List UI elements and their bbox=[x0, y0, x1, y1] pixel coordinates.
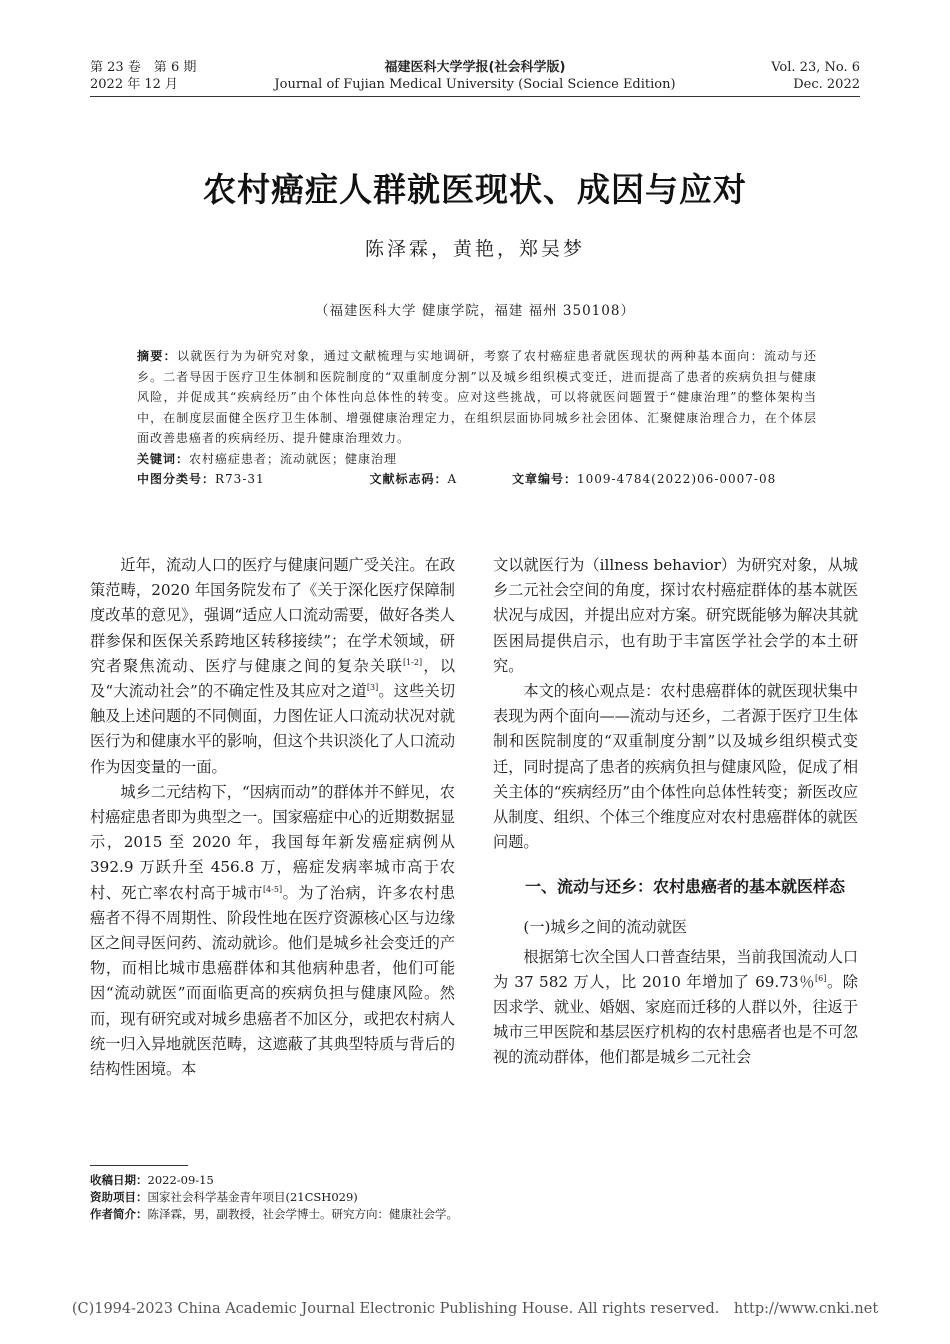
paragraph: 文以就医行为（illness behavior）为研究对象，从城乡二元社会空间的角度，探讨农村癌症群体的基本就医状况与成因，并提出应对方案。研究既能够为解决其就医困局提供启示，也有助于丰富医学社会学的本土研究。 bbox=[493, 556, 858, 675]
body-right-column bbox=[493, 553, 858, 1071]
footnote-text: 陈泽霖，男，副教授，社会学博士。研究方向：健康社会学。 bbox=[147, 1207, 458, 1221]
header-volume-issue-en: Vol. 23, No. 6 bbox=[771, 60, 860, 75]
footnote-funding bbox=[90, 1189, 458, 1206]
paragraph bbox=[493, 945, 858, 1071]
header-date-cn: 2022 年 12 月 bbox=[90, 77, 179, 92]
abstract bbox=[137, 346, 817, 449]
doc-code-label: 文献标志码： bbox=[369, 471, 448, 486]
text-run: 城乡二元结构下，“因病而动”的群体并不鲜见，农村癌症患者即为典型之一。国家癌症中心的近期数据显示，2015 至 2020 年，我国每年新发癌症病例从 392.9 万跃升至 456.8 万，癌症发病率城市高于农村、死亡率农村高于城市 bbox=[90, 782, 455, 902]
text-run: 根据第七次全国人口普查结果，当前我国流动人口为 37 582 万人，比 2010 年增加了 69.73％ bbox=[493, 947, 858, 991]
header-journal-cn: 福建医科大学学报(社会科学版) bbox=[384, 60, 566, 75]
footnote-text: 2022-09-15 bbox=[147, 1173, 214, 1187]
paragraph: 本文的核心观点是：农村患癌群体的就医现状集中表现为两个面向——流动与还乡，二者源于医疗卫生体制和医院制度的“双重制度分割”以及城乡组织模式变迁，同时提高了患者的疾病负担与健康风险，促成了相关主体的“疾病经历”由个体性向总体性转变；新医改应从制度、组织、个体三个维度应对农村患癌群体的就医问题。 bbox=[493, 682, 858, 852]
footnote-text: 国家社会科学基金青年项目(21CSH029) bbox=[147, 1190, 358, 1204]
header-journal-en: Journal of Fujian Medical University (Social Science Edition) bbox=[274, 77, 676, 92]
citation: [3] bbox=[366, 683, 379, 693]
section-heading: 一、流动与还乡：农村患癌者的基本就医样态 bbox=[525, 877, 846, 897]
footnote-author bbox=[90, 1206, 458, 1223]
clc-value: R73-31 bbox=[215, 471, 265, 486]
paragraph bbox=[90, 553, 455, 780]
subsection-heading: (一)城乡之间的流动就医 bbox=[523, 918, 688, 937]
keywords-label: 关键词： bbox=[137, 451, 190, 466]
citation: [6] bbox=[815, 973, 827, 983]
header-rule bbox=[90, 96, 860, 97]
text-run: 近年，流动人口的医疗与健康问题广受关注。在政策范畴，2020 年国务院发布了《关于深化医疗保障制度改革的意见》，强调“适应人口流动需要，做好各类人群参保和医保关系跨地区转移接续”；在学术领域，研究者聚焦流动、医疗与健康之间的复杂关联 bbox=[90, 556, 455, 675]
footnotes bbox=[90, 1172, 458, 1223]
abstract-text: 以就医行为为研究对象，通过文献梳理与实地调研，考察了农村癌症患者就医现状的两种基本面向：流动与还乡。二者导因于医疗卫生体制和医院制度的“双重制度分割”以及城乡组织模式变迁，进而提高了患者的疾病负担与健康风险，并促成其“疾病经历”由个体性向总体性的转变。应对这些挑战，可以将就医问题置于“健康治理”的整体架构当中，在制度层面健全医疗卫生体制、增强健康治理定力，在组织层面协同城乡社会团体、汇聚健康治理合力，在个体层面改善患癌者的疾病经历、提升健康治理效力。 bbox=[137, 349, 817, 445]
copyright-footer: (C)1994-2023 China Academic Journal Electronic Publishing House. All rights reserved. http://www.cnki.net bbox=[71, 1301, 879, 1317]
article-no-value: 1009-4784(2022)06-0007-08 bbox=[577, 471, 777, 486]
footnote-rule bbox=[90, 1165, 188, 1166]
article-no-label: 文章编号： bbox=[512, 471, 578, 486]
header-date-en: Dec. 2022 bbox=[793, 77, 860, 92]
classification-row bbox=[137, 469, 817, 489]
footnote-label: 收稿日期： bbox=[90, 1173, 148, 1187]
abstract-block bbox=[137, 346, 817, 489]
footnote-label: 资助项目： bbox=[90, 1190, 148, 1204]
text-run: 。为了治病，许多农村患癌者不得不周期性、阶段性地在医疗资源核心区与边缘区之间寻医问药、流动就诊。他们是城乡社会变迁的产物，而相比城市患癌群体和其他病种患者，他们可能因“流动就医”而面临更高的疾病负担与健康风险。然而，现有研究或对城乡患癌者不加区分，或把农村病人统一归入异地就医范畴，这遮蔽了其典型特质与背后的结构性困境。本 bbox=[90, 883, 456, 1079]
footnote-label: 作者简介： bbox=[90, 1207, 148, 1221]
clc-label: 中图分类号： bbox=[137, 471, 216, 486]
keywords bbox=[137, 449, 817, 469]
keywords-text: 农村癌症患者；流动就医；健康治理 bbox=[189, 451, 398, 466]
text-run: 。这些关切触及上述问题的不同侧面，力图佐证人口流动状况对就医行为和健康水平的影响，但这个共识淡化了人口流动作为因变量的一面。 bbox=[90, 682, 456, 776]
paragraph bbox=[90, 780, 455, 1082]
text-run: 。除因求学、就业、婚姻、家庭而迁移的人群以外，往返于城市三甲医院和基层医疗机构的农村患癌者也是不可忽视的流动群体，他们都是城乡二元社会 bbox=[493, 972, 858, 1067]
citation: [1-2] bbox=[402, 657, 423, 667]
header-volume-issue-cn: 第 23 卷 第 6 期 bbox=[90, 60, 197, 75]
doc-code-value: A bbox=[447, 471, 458, 486]
footnote-received bbox=[90, 1172, 458, 1189]
abstract-label: 摘要： bbox=[137, 349, 178, 363]
authors: 陈泽霖，黄艳，郑吴梦 bbox=[364, 238, 585, 260]
article-title: 农村癌症人群就医现状、成因与应对 bbox=[203, 170, 747, 209]
body-left-column bbox=[90, 553, 455, 1082]
affiliation: （福建医科大学 健康学院，福建 福州 350108） bbox=[315, 303, 635, 319]
text-run: ，以及“大流动社会”的不确定性及其应对之道 bbox=[90, 656, 456, 701]
citation: [4-5] bbox=[262, 884, 283, 894]
